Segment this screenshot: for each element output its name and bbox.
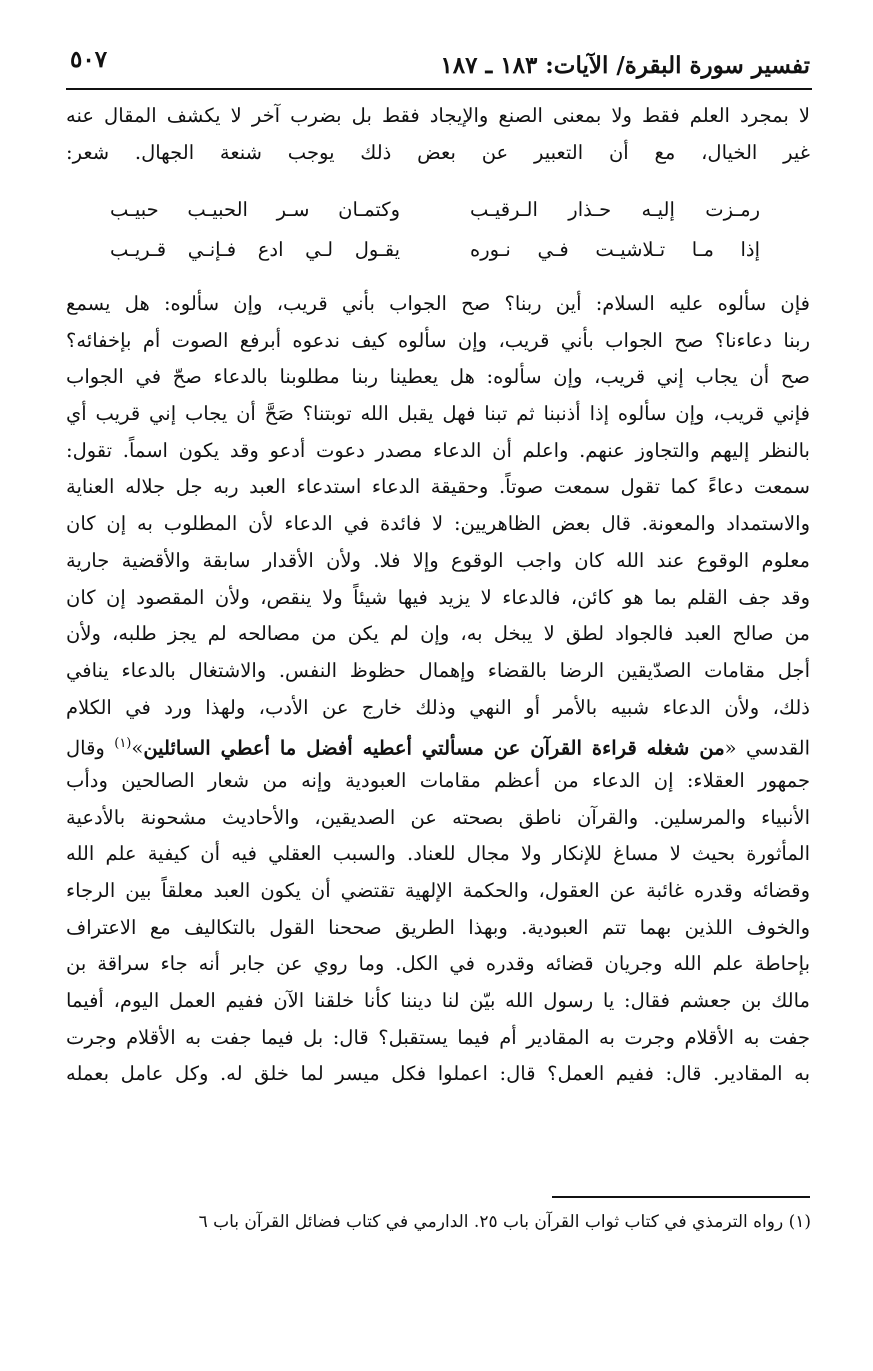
text-line: وقضائه وقدره غائبة عن العقول، والحكمة الإلهية تقتضي أن يكون العبد معلقاً بين الرجاء bbox=[66, 879, 810, 902]
hadith-close: » bbox=[131, 736, 144, 760]
text-line: صح أن يجاب إني قريب، وإن سألوه: هل يعطينا ربنا مطلوبنا بالدعاء صحّ في الجواب bbox=[66, 365, 810, 389]
verse-row bbox=[110, 198, 760, 234]
text-line: لا بمجرد العلم فقط ولا بمعنى الصنع والإيجاد فقط بل بضرب آخر لا يكشف المقال عنه bbox=[66, 104, 810, 127]
text-line: والاستمداد والمعونة. قال بعض الظاهريين: لا فائدة في الدعاء لأن المطلوب به إن كان bbox=[66, 512, 810, 536]
text-line: من صالح العبد فالجواد لطق لا يبخل به، وإن لم يكن من مصالحه لم يجز طلبه، ولأن bbox=[66, 622, 810, 646]
hadith-line bbox=[66, 726, 810, 763]
text-line: غير الخيال، مع أن التعبير عن بعض ذلك يوجب شنعة الجهال. شعر: bbox=[66, 140, 810, 164]
intro-text bbox=[66, 98, 810, 171]
verse-second-hemistich: يقـول لـي ادع فـإنـي قـريـب bbox=[110, 238, 400, 261]
text-line: الأنبياء والمرسلين. والقرآن ناطق بصحته عن الصديقين، والأحاديث مشحونة بالأدعية bbox=[66, 805, 810, 829]
running-title: تفسير سورة البقرة/ الآيات: ١٨٣ ـ ١٨٧ bbox=[440, 52, 810, 79]
page-header bbox=[70, 42, 810, 86]
text-line: أجل مقامات الصدّيقين الرضا بالقضاء وإهمال حظوظ النفس. والاشتغال بالدعاء ينافي bbox=[66, 658, 810, 682]
verse-second-hemistich: وكتمـان سـر الحبيـب حبيـب bbox=[110, 198, 400, 221]
text-line: جفت به الأقلام وجرت به المقادير أم فيما يستقبل؟ قال: بل فيما جفت به الأقلام وجرت bbox=[66, 1025, 810, 1049]
text-line: فإن سألوه عليه السلام: أين ربنا؟ صح الجواب بأني قريب، وإن سألوه: هل يسمع bbox=[66, 292, 810, 315]
verse-first-hemistich: إذا مـا تـلاشيـت فـي نـوره bbox=[470, 238, 760, 261]
text-line: وقد جف القلم بما هو كائن، فالدعاء لا يزيد فيها شيئاً ولا ينقص، ولأن المقصود إن كان bbox=[66, 585, 810, 609]
hadith-lead: القدسي « bbox=[724, 736, 810, 760]
text-line: جمهور العقلاء: إن الدعاء من أعظم مقامات العبودية وإنه من شعار الصالحين ودأب bbox=[66, 768, 810, 792]
text-line: معلوم الوقوع عند الله كان واجب الوقوع وإلا فلا. ولأن الأقدار سابقة والأقضية جارية bbox=[66, 548, 810, 572]
main-text bbox=[66, 286, 810, 1093]
page-number: ٥٠٧ bbox=[70, 46, 108, 73]
verse-first-hemistich: رمـزت إليـه حـذار الـرقيـب bbox=[470, 198, 760, 221]
text-line: به المقادير. قال: ففيم العمل؟ قال: اعملوا فكل ميسر لما خلق له. وكل عامل بعمله bbox=[66, 1062, 810, 1086]
header-rule bbox=[66, 88, 812, 90]
text-line: مالك بن جعشم فقال: يا رسول الله بيّن لنا ديننا كأنا خلقنا الآن ففيم العمل اليوم، أفيما bbox=[66, 989, 810, 1013]
text-line: فإني قريب، وإن سألوه إذا أذنبنا ثم تبنا فهل يقبل الله توبتنا؟ صَحَّ أن يجاب إني قريب أي bbox=[66, 402, 810, 426]
footnote-ref: (١) bbox=[114, 736, 132, 752]
text-line: ربنا دعاءنا؟ صح الجواب بأني قريب، وإن سألوه كيف ندعوه أبرفع الصوت أم بإخفائه؟ bbox=[66, 328, 810, 352]
verse-row bbox=[110, 238, 760, 274]
text-line: بالنظر إليهم والتجاوز عنهم. واعلم أن الدعاء مصدر دعوت أدعو وقد يكون اسماً. تقول: bbox=[66, 438, 810, 462]
text-line: ذلك، ولأن الدعاء شبيه بالأمر أو النهي وذلك خارج عن الأدب، ولهذا ورد في الكلام bbox=[66, 695, 810, 719]
hadith-tail: وقال bbox=[66, 736, 115, 760]
text-line: سمعت دعاءً كما تقول سمعت صوتاً. وحقيقة الدعاء استدعاء العبد ربه جل جلاله العناية bbox=[66, 475, 810, 499]
hadith-quote: من شغله قراءة القرآن عن مسألتي أعطيه أفضل ما أعطي السائلين bbox=[143, 736, 725, 760]
text-line: المأثورة بحيث لا مساغ للإنكار ولا مجال للعناد. والسبب العقلي فيه أن كيفية علم الله bbox=[66, 842, 810, 866]
footnote-rule bbox=[552, 1196, 810, 1198]
footnote: (١) رواه الترمذي في كتاب ثواب القرآن باب ٢٥. الدارمي في كتاب فضائل القرآن باب ٦ bbox=[198, 1212, 811, 1232]
text-line: بإحاطة علم الله وجريان قضائه وقدره في الكل. وما روي عن جابر أنه جاء سراقة بن bbox=[66, 952, 810, 976]
text-line: والخوف اللذين بهما تتم العبودية. وبهذا الطريق صححنا القول بالتكاليف مع الاعتراف bbox=[66, 915, 810, 939]
